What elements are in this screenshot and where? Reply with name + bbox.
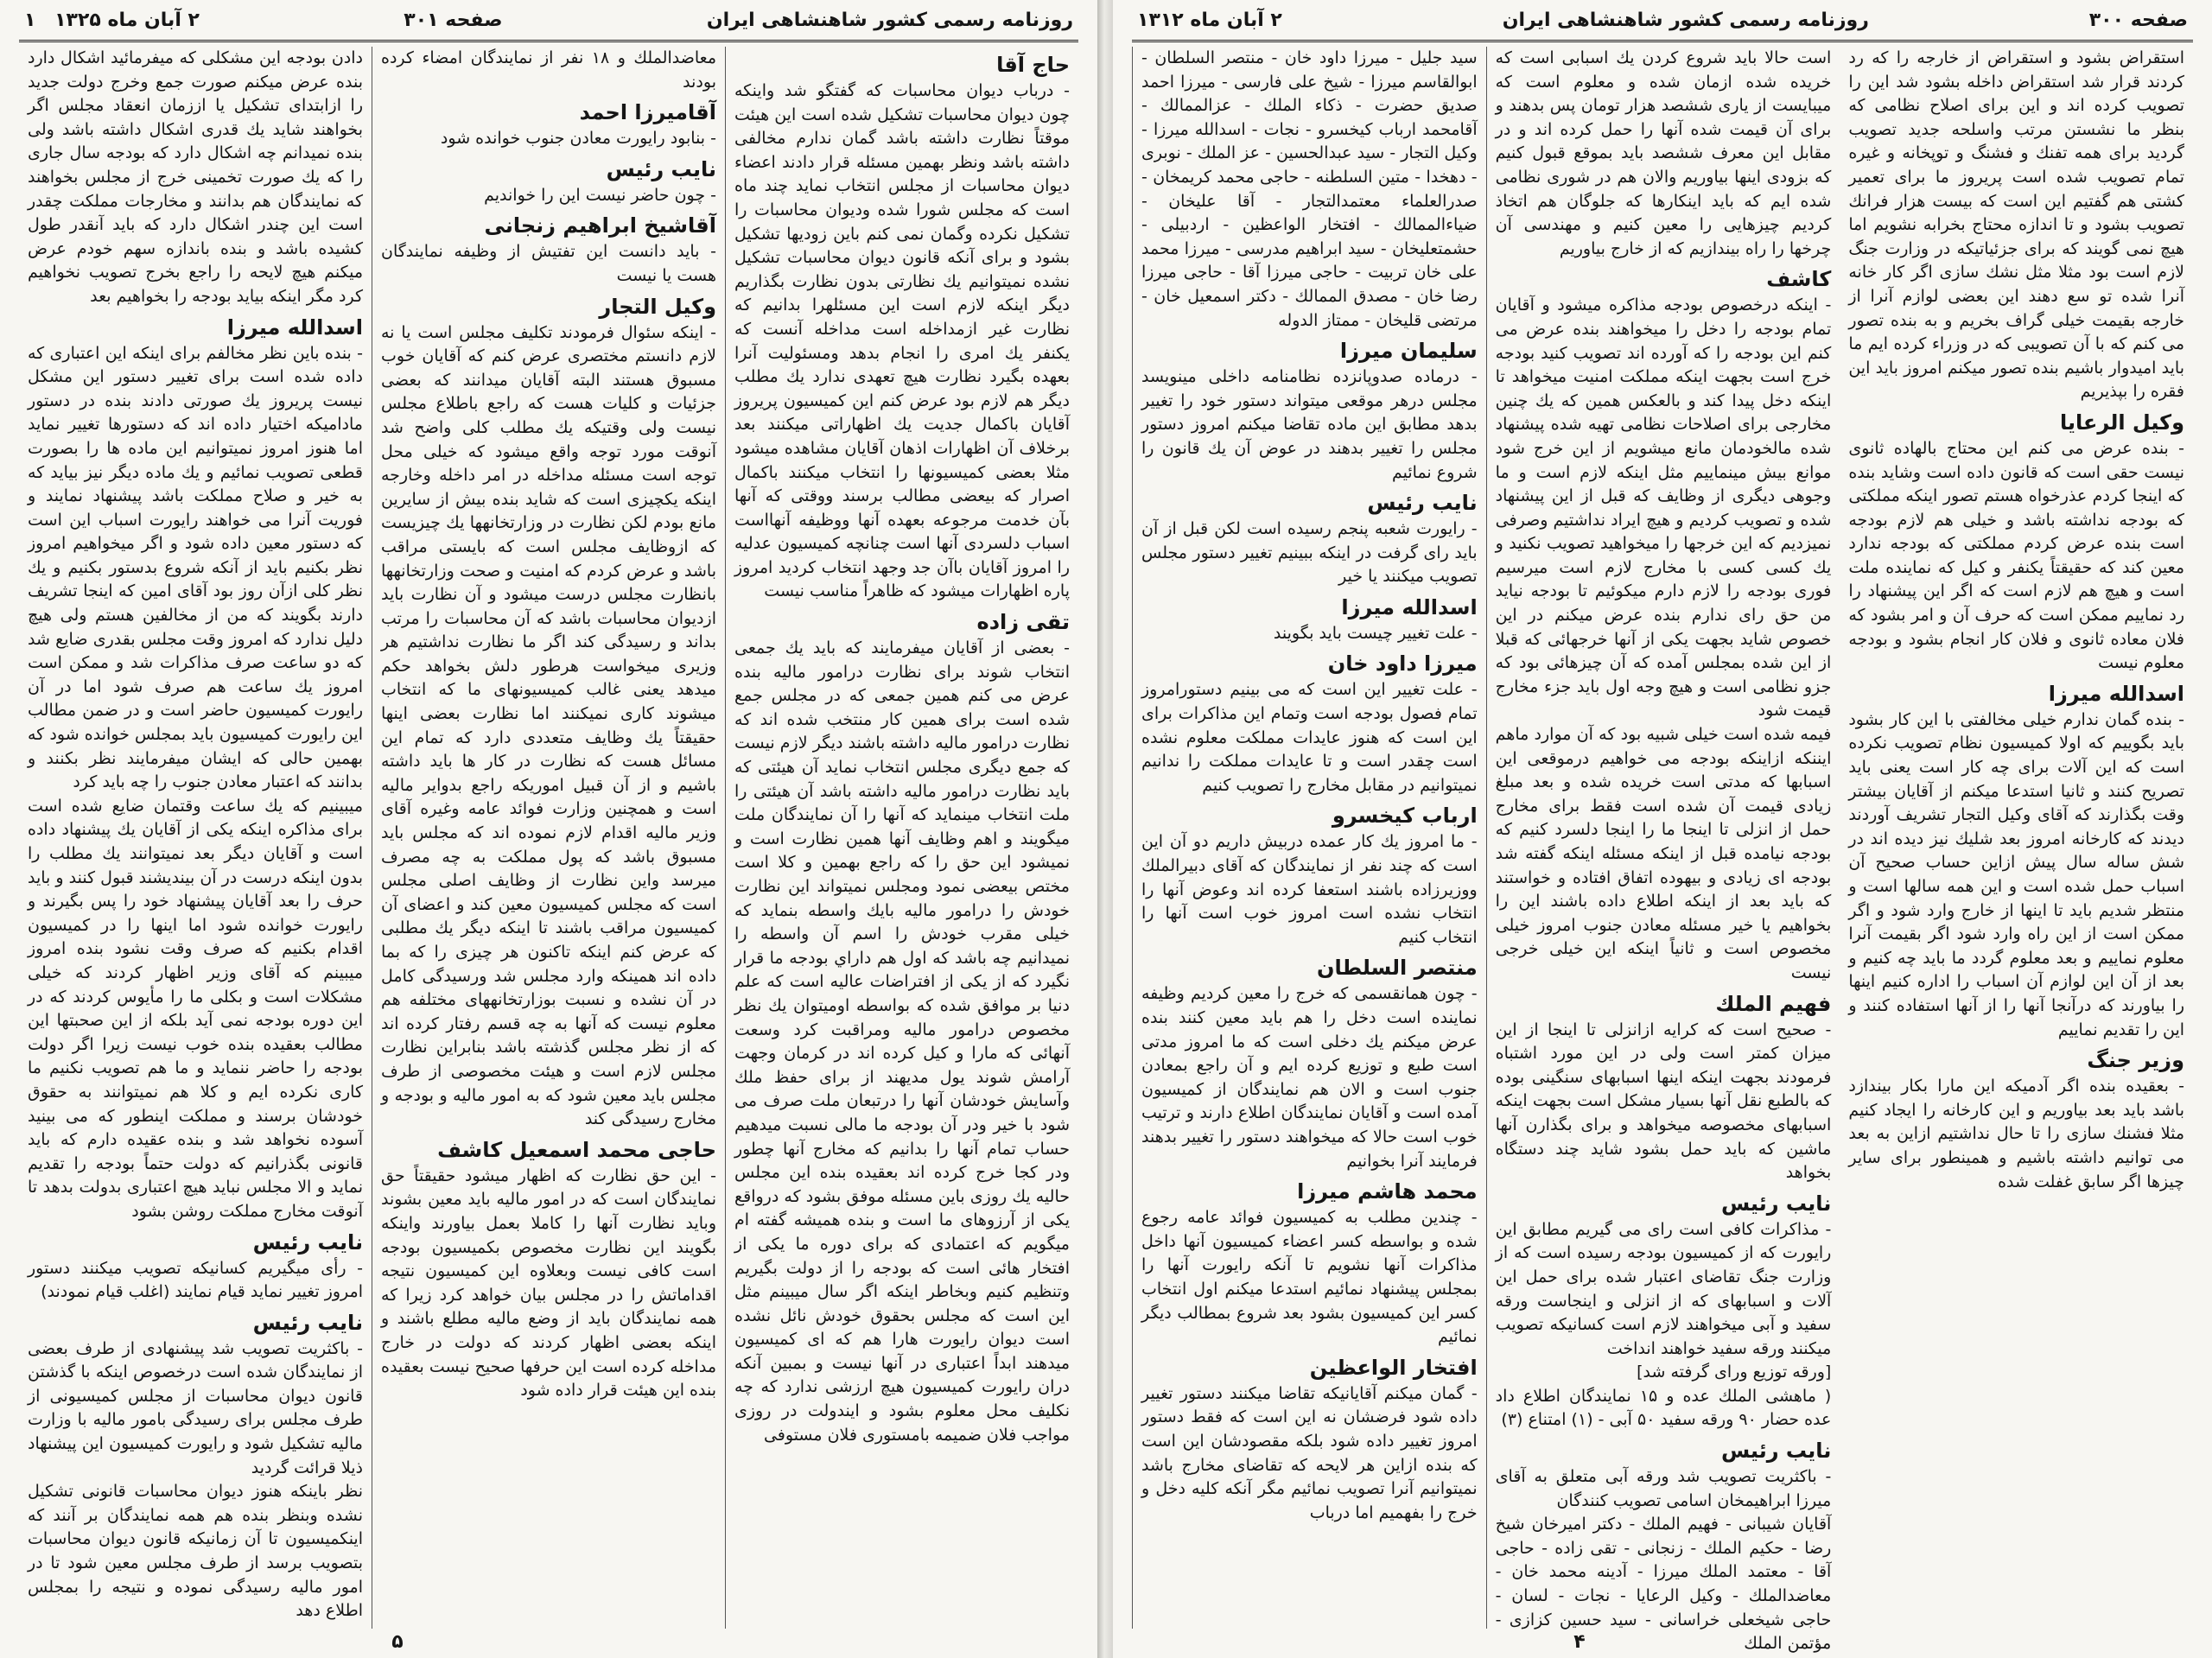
speaker-name: میرزا داود خان — [1327, 651, 1478, 677]
paragraph-text: استقراض بشود و استقراض از خارجه را که رد کردند قرار شد استقراض داخله بشود شد این را تصویب کرده اند و این برای اصلاح نظامی که بنظر ما نشستن مرتب واسلحه جدید تصویب گردید برای همه تفنك و فشنگ و توپخانه و غیره تمام تصویب شده است پریروز ما برای تعمیر کشتی هم گفتیم این است که بیست هزار فرانك تصویب بشود و تا اندازه محتاج بخرابه نشویم اما هیچ نمی گویند که برای جزئیاتیکه در وزارت جنگ لازم است بود مثلا مثل نشك سازی اگر کار خانه آنرا شده تو سع دهند این بعضی لوازم آنرا از خارجه بقیمت خیلی گراف بخریم و به بنده تصور می کنم که با آن تصویبی که در وزراء کرده ایم ما باید امیدوار باشیم بنده تصور میکنم امروز باید این فقره را بپذیریم — [1848, 48, 2185, 402]
right-page-number: ۴ — [1573, 1631, 1586, 1653]
speaker-name: اسدالله میرزا — [226, 314, 363, 340]
article-paragraph — [381, 292, 716, 1132]
paragraph-text: - اینکه درخصوص بودجه مذاکره میشود و آقایان تمام بودجه را دخل را میخواهند بنده عرض می کنم این بودجه را که آورده اند تصویب کنید بودجه خرج است بجهت اینکه مملکت امنیت میخواهد تا اینکه دخل پیدا کند و بالعکس همین که یك چنین مخارجی برای اصلاحات نظامی تهیه شده پیشنهاد شده مالخودمان مانع میشویم از این خرج شود موانع بیش مینماییم مثل اینکه لازم است و ما وجوهی دیگری از وظایف که قبل از این پیشنهاد شده و تصویب کردیم و هیچ ایراد نداشتیم وصرفی نمیزدیم که این خرجها را میخواهید تصویب نکنید و یك کسی کسی با مخارج لازم است میرسیم فوری بودجه را لازم دارم میکوئیم تا بودجه نیاید من حق رای ندارم بنده عرض میکنم در این خصوص شاید بجهت یکی از آنها خرجهائی که قبلا از این شده بمجلس آمده که آن چیزهائی بود که جزو نظامی است و هیچ وجه اول باید جزء مخارج قیمت شود — [1495, 295, 1832, 721]
paragraph-text: ( ماهشی الملك عده و ۱۵ نمایندگان اطلاع داد عده حضار ۹۰ ورقه سفید ۵۰ آبی - (۱) امتناع (۳) — [1495, 1386, 1832, 1430]
article-paragraph — [1496, 1189, 1832, 1362]
speaker-name: نایب رئیس — [606, 156, 716, 181]
article-paragraph — [734, 607, 1070, 1447]
speaker-name: آقاشیخ ابراهیم زنجانی — [484, 213, 716, 238]
paragraph-text: - صحیح است که کرایه ازانزلی تا اینجا از این میزان کمتر است ولی در این مورد اشتباه فرمودند بجهت اینکه اینها اسبابهای سنگینی بوده که بالطبع نقل آنها بسیار مشکل است بجهت اینکه اسبابهای مخصوصه میخواهد و برای بگذارن آنها ماشین که باید حمل بشود شاید چند دستگاه بخواهد — [1495, 1020, 1832, 1183]
left-header-title: روزنامه رسمی کشور شاهنشاهی ایران — [706, 9, 1073, 31]
article-paragraph — [1496, 1361, 1832, 1385]
article-paragraph — [1848, 679, 2184, 1042]
article-paragraph — [381, 211, 716, 288]
paragraph-text: - درماده صدوپانزده نظامنامه داخلی مینویسد مجلس درهر موقعی میتواند دستور خود را تغییر بدهد مطابق این ماده تقاضا میکنم امروز دستور مجلس را تغییر بدهند در عوض آن یك قانون را شروع نمائیم — [1141, 367, 1478, 482]
paragraph-text: معاضدالملك و ۱۸ نفر از نمایندگان امضاء کرده بودند — [381, 48, 716, 92]
speaker-name: نایب رئیس — [1367, 491, 1478, 516]
article-paragraph — [1496, 723, 1832, 986]
left-header-date-text: ۲ آبان ماه ۱۳۲۵ — [54, 9, 200, 31]
paragraph-text: - رأی میگیریم کسانیکه تصویب میکنند دستور امروز تغییر نماید قیام نمایند (اغلب قیام نمودند) — [28, 1258, 363, 1302]
article-paragraph — [1848, 47, 2184, 404]
speaker-name: وکیل التجار — [599, 294, 716, 319]
article-paragraph — [1848, 408, 2184, 676]
paragraph-text: - درباب دیوان محاسبات که گفتگو شد واینکه چون دیوان محاسبات تشکیل شده است این هیئت موقتاً نظارت داشته باشد گمان ندارم مخالفی داشته باشد ونظر بهمین مسئله قرار دادند اعضاء دیوان محاسبات از مجلس انتخاب نماید چند ماه است که مجلس شورا شده ودیوان محاسبات را تشکیل نکرده وگمان نمی کنم باین زودیها تشکیل بشود و برای آنکه قانون دیوان محاسبات تشکیل نشده نمیتوانیم یك نظارتی بدون نظارت بگذاریم دیگر اینکه لازم است این مسئلهرا بدانیم که نظارت غیر ازمداخله است مداخله آنست که یکنفر یك امری را انجام بدهد ومسئولیت آنرا بعهده بگیرد نظارت هیچ تعهدی ندارد یك مطلب دیگر هم لازم بود عرض کنم این کمیسیون پریروز آقایان باکمال جدیت یك اظهاراتی میکنند بعد برخلاف آن اظهارات اذهان آقایان مشاهده میشود مثلا بعضی کمیسیونها را انتخاب میکنند باکمال اصرار که بیعضی مطالب برسند ووقتی که آنها بآن خدمت مرجوعه بعهده آنها ووظیفه آنهااست اسباب دلسردی آنها است چنانچه کمیسیون عدلیه را امروز آقایان باآن جد وجهد انتخاب کردید امروز پاره اظهارات میشود که ظاهراً مناسب نیست — [734, 81, 1070, 601]
paragraph-text: سید جلیل - میرزا داود خان - منتصر السلطان - ابوالقاسم میرزا - شیخ علی فارسی - میرزا احمد صدیق حضرت - ذکاء الملك - عزالممالك - آقامحمد ارباب کیخسرو - نجات - اسدالله میرزا - وکیل التجار - سید عبدالحسین - عز الملك - نوبری - دهخدا - متین السلطنه - حاجی محمد کریمخان - صدرالعلماء معتمدالتجار - آقا علیخان - ضیاءالممالك - افتخار الواعظین - اردبیلی - حشمتعلیخان - سید ابراهیم مدرسی - میرزا محمد علی خان تربیت - حاجی میرزا آقا - حاجی میرزا رضا خان - مصدق الممالك - دکتر اسمعیل خان - مرتضی قلیخان - ممتاز الدوله — [1141, 48, 1478, 330]
article-paragraph — [1496, 989, 1832, 1185]
article-paragraph — [381, 47, 716, 94]
article-paragraph — [1141, 649, 1478, 797]
left-col-3 — [19, 47, 372, 1629]
paragraph-text: - علت تغییر این است که می بینیم دستورامروز تمام فصول بودجه است وتمام این مذاکرات برای این است که هنوز عایدات مملکت معلوم نشده است چقدر است و تا عایدات مملکت را ندانیم نمیتوانیم در مقابل مخارج را تصویب کنیم — [1141, 680, 1478, 795]
article-paragraph — [1141, 953, 1478, 1173]
speaker-name: منتصر السلطان — [1316, 956, 1478, 981]
speaker-name: محمد هاشم میرزا — [1297, 1179, 1478, 1204]
paragraph-text: - بعضی از آقایان میفرمایند که باید یك جمعی انتخاب شوند برای نظارت درامور مالیه بنده عرض می کنم همین جمعی که در مجلس جمع شده است برای همین کار منتخب شده اند که نظارت درامور مالیه داشته باشند دیگر لازم نیست که جمع دیگری مجلس انتخاب نماید آن هیئتی که باید نظارت درامور مالیه داشته باشد آن هیئتی را ملت انتخاب مینماید که آنها را آن نمایندگان ملت میگویند و اهم وظایف آنها همین نظارت است و نمیشود این حق را که راجع بهمین و کلا است مختص بیعضی نمود ومجلس نمیتواند این نظارت خودش را درامور مالیه بایك واسطه بنماید که خیلی مقرب خودش را اسم آن واسطه را نمیدانیم چه باشد که اول هم داراي بودجه ما قرار نگیرد که از یکی از افتراضات عالیه است که علم دنیا بر موافق شده که بواسطه اومیتوان یك نظر مخصوص درامور مالیه ومراقبت کرد وسعت آنهائی که مارا و کیل کرده اند در کرمان وجهت آرامش شوند یول مدیهند از برای حفظ ملك وآسایش خودشان آنها را درتبعان ملت صرف می شود با خیر ودر آن بودجه ما مالی نسبت میدهیم حساب تمام آنها را بدانیم که مخارج آنها چطور ودر کجا خرج کرده اند بعقیده بنده این مجلس حالیه یك روزی باین مسئله موفق بشود که درواقع یکی از آرزوهای ما است و بنده همیشه گفته ام میگویم که اعتمادی که برای دوره ما یکی از افتخار هائی است که بودجه را از دولت بگیریم وتنظیم کنیم وبخاطر اینکه اگر سال میبینم مثل این است که مجلس بحقوق خودش نائل نشده است دیوان رایورت هارا هم که ای کمیسیون میدهند ابداً اعتباری در آنها نیست و بمبین آنکه دران رایورت کمیسیون هیچ ارزشی ندارد که چه نکلیف محل معلوم بشود و ایندولت در روزی مواجب فلان ضمیمه بامستوری فلان مستوفی — [734, 638, 1070, 1445]
speaker-name: سلیمان میرزا — [1339, 339, 1478, 364]
left-page-number: ۵ — [391, 1631, 404, 1653]
speaker-name: آقامیرزا احمد — [579, 100, 716, 125]
speaker-name: وکیل الرعایا — [2059, 410, 2185, 435]
right-header-page-label: صفحه ۳۰۰ — [2088, 9, 2188, 31]
paragraph-text: - این حق نظارت که اظهار میشود حقیقتاً حق نمایندگان است که در امور مالیه باید معین بشوند وباید نظارت آنها را کاملا بعمل بیاورند واینکه بگویند این نظارت مخصوص بكمیسیون بودجه است کافی نیست وبعلاوه این کمیسیون نتیجه اقداماتش را در مجلس بیان خواهد کرد زیرا که همه نمایندگان باید از وضع مالیه مطلع باشند و اینکه بعضی اظهار کردند که دولت در خارج مداخله کرده است این حرفها صحیح نیست بعقیده بنده این هیئت قرار داده شود — [381, 1166, 716, 1401]
right-header-title: روزنامه رسمی کشور شاهنشاهی ایران — [1502, 9, 1869, 31]
speaker-name: افتخار الواعظین — [1309, 1355, 1478, 1380]
speaker-name: وزیر جنگ — [2087, 1048, 2185, 1073]
article-paragraph — [734, 50, 1070, 604]
right-col-right — [1840, 47, 2193, 1629]
left-col-1 — [725, 47, 1078, 1629]
article-paragraph — [1141, 336, 1478, 485]
speaker-name: حاجی محمد اسمعیل کاشف — [437, 1137, 716, 1162]
paragraph-text: - چون همانقسمی که خرج را معین کردیم وظیفه نماینده است دخل را هم باید معین کنند بنده عرض میکنم یك دخلی است که ما امروز مدتی است طبع و توزیع کرده ایم و آن راجع بمعادن جنوب است و الان هم نمایندگان از کمیسیون آمده است و آقایان نمایندگان اطلاع دارند و ترتیب خوب است حالا که میخواهند دستور را تغییر بدهند فرمایند آنرا بخوانیم — [1141, 984, 1478, 1171]
article-paragraph — [28, 1308, 363, 1481]
right-header-date: ۲ آبان ماه ۱۳۱۲ — [1137, 9, 1282, 31]
paragraph-text: - بنده عرض می کنم این محتاج بالهاده ثانوی نیست حقی است که قانون داده است وشاید بنده که اینجا کردم عذرخواه هستم تصور اینکه مملکتی که بودجه نداشته باشد و خیلی هم لازم بودجه است بنده عرض کردم مملکتی که بودجه ندارد معین کند که حقیقتاً یکنفر و کیل که نماینده ملت است و هیچ هم لازم است که اگر این پیشنهاد را رد نماییم ممکن است که حرف آن و امر بشود که فلان معاده ثانوی و فلان کار انجام بشود و بودجه معلوم نیست — [1848, 438, 2185, 673]
right-col-left — [1132, 47, 1486, 1629]
speaker-name: حاج آقا — [996, 53, 1070, 77]
article-paragraph — [381, 155, 716, 208]
right-page-header — [1132, 3, 2193, 36]
paragraph-text: - اینکه سئوال فرمودند تکلیف مجلس است یا نه لازم دانستم مختصری عرض کنم که آقایان خوب مسبوق هستند البته آقایان میدانند که بعضی جزئیات و کلیات هست که راجع باطلاع مجلس نیست ولی وقتیکه یك مطلب کلی واضح شد آنوقت مورد توجه واقع میشود که خیلی محل توجه است مسئله مداخله در امر داخله وخارجه اینکه یکچیزی است که شاید بنده بیش از سایرین مانع بودم لکن نظارت در وزارتخانهها یك چیزیست که ازوظایف مجلس است که بایستی مراقب باشد و عرض کردم که امنیت و صحت وزارتخانهها بانظارت مجلس درست میشود و آن نظارت باید ازدیوان محاسبات باشد که آن محاسبات را مرتب بداند و رسیدگی کند اگر ما نظارت نداشتیم هر وزیری میخواست هرطور دلش بخواهد حکم میدهد یعنی غالب کمیسیونهای ما که انتخاب میشوند کاری نمیکنند اما نظارت بعضی اینها حقیقتاً یك وظایف متعددی دارد که تمام این مسائل هست که نظارت در کار ها باید داشته باشیم و از آن قبیل اموریکه راجع بدوایر مالیه است و همچنین وزارت فوائد عامه وغیره آقای وزیر مالیه اقدام لازم نموده اند که مجلس باید مسبوق باشد که پول مملکت به چه مصرف میرسد واین نظارت از وظایف اصلی مجلس است که مجلس کمیسیون معین کند و اعضای آن کمیسیون مراقب باشند تا اینکه دیگر یك مطلبی که عرض کنم اینکه تاکنون هر چیزی را که بما داده اند همینکه وارد مجلس شد ورسیدگی کامل در آن نشده و نسبت بوزارتخانههای مختلفه هم معلوم نیست که آنها به چه قسم رفتار کرده اند که از نظر مجلس گذشته باشد بنابراین نظارت مجلس لازم است و هیئت مخصوصی از طرف مجلس باید معین شود که به امور مالیه و بودجه و مخارج رسیدگی کند — [381, 322, 716, 1129]
article-paragraph — [28, 795, 363, 1224]
article-paragraph — [1496, 47, 1832, 261]
paragraph-text: - بنده باین نظر مخالفم برای اینکه این اعتباری که داده شده است برای تغییر دستور این مشکل نیست پریروز یك صورتی دادند بنده در دستور ماداميكه اختیار داده اند که دستورها تغییر نماید اما هنوز امروز نمیتوانیم این ماده ها را بصورت قطعی تصویب نمائیم و یك ماده دیگر نیز بیاید که به خیر و صلاح مملکت باشد پیشنهاد نمایند و فوریت آنرا می خواهند رایورت اسباب این است که دستور معین داده شود و اگر میخواهیم امروز نظر بکنیم باید از آنکه شروع بدستور بکنیم و یك نظر کلی ازآن روز بود آقای امین که اینجا تشریف دارند بگویند که من از مخالفین هستم ولی هیچ دلیل ندارد که امروز وقت مجلس بقدری ضایع شد که دو ساعت صرف مذاکرات شد و ممکن است امروز یك ساعت هم صرف شود اما در آن رایورت کمیسیون حاضر است و در ضمن مطالب این رایورت کمیسیون باید بمجلس خوانده شود که بهمین حالی که ایشان میفرمایند نظر بکنند و بدانند که اعتبار معادن جنوب را چه باید کرد — [28, 343, 363, 792]
article-paragraph — [1496, 1436, 1832, 1513]
paragraph-text: - چون حاضر نیست این را خواندیم — [484, 185, 716, 205]
speaker-name: نایب رئیس — [252, 1310, 363, 1335]
right-columns — [1132, 47, 2193, 1654]
paragraph-text: فیمه شده است خیلی شبیه بود که آن موارد ماهم ایننکه ازاینکه بودجه می خواهیم درموقعی این اسبابها که مدتی است خریده شده و بعد مبلغ زیادی قیمت آن شده است فقط برای مخارج حمل از انزلی تا اینجا ما را اینجا دلسرد کنیم که بودجه نیامده قبل از اینکه مسئله اینکه گفته شد بودجه ای زیادی و بیهوده اتفاق افتاده و خواستند که باید بعد از اینکه اطلاع داده باشند این را بخواهیم یا خیر مسئله معادن جنوب امروز خیلی مخصوص است و ثانیاً اینکه این خیلی خرجی نیست — [1495, 725, 1832, 982]
paragraph-text: - باکثریت تصویب شد ورقه آبی متعلق به آقای میرزا ابراهیمخان اسامی تصویب کنندگان — [1495, 1467, 1832, 1510]
paragraph-text: - بنابود رایورت معادن جنوب خوانده شود — [440, 129, 716, 149]
paragraph-text: میبینیم که یك ساعت وقتمان ضایع شده است برای مذاکره اینکه یکی از آقایان یك پیشنهاد داده است و آقایان دیگر بعد نمیتوانند یك مطلب را بدون اینکه درست در آن بیندیشند قبول کنند و باید حرف را بعد آقایان پیشنهاد خود را پس بگیرند و رایورت خوانده شود اما اینها را در کمیسیون اقدام بکنیم که صرف وقت نشود بنده امروز میبینم که آقای وزیر اظهار کردند که خیلی مشکلات است و بکلی ما را مأیوس کردند که در این دوره بودجه نمی آید بلکه از این صحبتها این مطالب بعقیده بنده خوب نیست زیرا اگر دولت بودجه را حاضر ننماید و ما هم تصویب نکنیم ما کاری نکرده ایم و کلا هم نمیتوانند به حقوق خودشان برسند و مملکت اینطور که می بینید آسوده نخواهد شد و بنده عقیده دارم که باید قانونی بگذرانیم که دولت حتماً بودجه را تقدیم نماید و الا مجلس نباید هیچ اعتباری بدولت بدهد تا آنوقت مخارج مملکت روشن بشود — [28, 796, 363, 1221]
article-paragraph — [28, 1228, 363, 1305]
left-header-date — [24, 10, 200, 31]
article-paragraph — [1496, 264, 1832, 723]
article-paragraph — [381, 1135, 716, 1403]
paragraph-text: است حالا باید شروع کردن یك اسبابی است که خریده شده ازمان شده و معلوم است که میبایست از یاری ششصد هزار تومان پس بدهند و برای آن قیمت شده آنها را حمل کرده اند و در مقابل این معرف ششصد باید بموقع قبول کنیم که بزودی اینها بیاوریم والان هم در شوری نظامی شده ایم که باید اینکارها که جلوگان هم اتخاذ کردیم چیزهایی را معین کنیم و مهندسی آن چرخها را راه بیندازیم که از خارج بیاوریم — [1495, 48, 1832, 258]
left-page-header — [19, 3, 1078, 36]
right-page — [1113, 0, 2212, 1658]
article-paragraph — [1141, 801, 1478, 950]
left-header-mark: ۱ — [24, 9, 36, 31]
paragraph-text: - چندین مطلب به کمیسیون فوائد عامه رجوع شده و بواسطه کسر اعضاء کمیسیون آنها داخل مذاکرات آنها نشویم تا آنکه رایورت آنها را بمجلس پیشنهاد نمائیم استدعا میکنم اول انتخاب کسر این کمیسیون بشود بعد شروع بمطالب دیگر نمائیم — [1141, 1208, 1478, 1347]
left-header-page-label: صفحه ۳۰۱ — [404, 9, 503, 31]
speaker-name: اسدالله میرزا — [1341, 594, 1478, 619]
article-paragraph — [1141, 1353, 1478, 1526]
paragraph-text: - ما امروز یك کار عمده دربیش داریم دو آن این است که چند نفر از نمایندگان که آقای دبیرالملك ووزیرزاده باشند استعفا کرده اند وعوض آنها را انتخاب نشده است امروز خوب است آنها را انتخاب کنیم — [1141, 832, 1478, 947]
article-paragraph — [1141, 593, 1478, 646]
speaker-name: تقی زاده — [976, 610, 1070, 635]
article-paragraph — [28, 47, 363, 309]
left-col-2 — [372, 47, 725, 1629]
left-columns — [19, 47, 1078, 1629]
speaker-name: کاشف — [1766, 267, 1832, 292]
left-page — [0, 0, 1097, 1658]
paragraph-text: - باکثریت تصویب شد پیشنهادی از طرف بعضی از نمایندگان شده است درخصوص اینکه با گذشتن قانون دیوان محاسبات از مجلس کمیسیونی از طرف مجلس برای رسیدگی بامور مالیه با وزارت مالیه تشکیل شود و رایورت کمیسیون این پیشنهاد ذیلا قرائت گردید — [28, 1338, 363, 1477]
paragraph-text: نظر باینکه هنوز دیوان محاسبات قانونی تشکیل نشده وبنظر بنده هم همه نمایندگان بر آنند که اینکمیسیون تا آن زمانیکه قانون دیوان محاسبات بتصویب برسد از طرف مجلس معین شود تا در امور مالیه رسیدگی نموده و نتیجه را بمجلس اطلاع دهد — [28, 1482, 363, 1621]
paragraph-text: دادن بودجه این مشکلی که میفرمائید اشکال دارد بنده عرض میکنم صورت جمع وخرج دولت جدید را ازابتدای تشکیل یا اززمان انعقاد مجلس اگر بخواهند شاید یك قدری اشکال داشته باشد ولی بنده نمیدانم چه اشکال دارد که بودجه سال جاری را که یك صورت تخمینی خرج از مجلس بخواهند که نمایندگان هم بدانند و مخارجات مملکت چقدر است این چندر اشکال دارد که باید آنقدر طول کشیده باشد و بنده باندازه سهم خودم عرض میکنم هیچ لایحه را راجع بخرج تصویب نخواهیم کرد مگر اینکه بیاید بودجه را بخواهیم بعد — [28, 48, 363, 306]
article-paragraph — [381, 98, 716, 151]
paragraph-text: [ورقه توزیع ورای گرفته شد] — [1637, 1363, 1832, 1382]
left-header-rule — [19, 40, 1078, 42]
article-paragraph — [1496, 1385, 1832, 1432]
book-gutter — [1097, 0, 1113, 1658]
speaker-name: فهیم الملك — [1715, 991, 1832, 1016]
speaker-name: نایب رئیس — [1720, 1439, 1832, 1464]
paragraph-text: - رایورت شعبه پنجم رسیده است لکن قبل از آن باید رای گرفت در اینکه ببینیم تغییر دستور مجلس تصویب میکنند یا خیر — [1141, 519, 1478, 587]
paragraph-text: - بنده گمان ندارم خیلی مخالفتی با این کار بشود باید بگوییم که اولا کمیسیون نظام تصویب نکرده است که این آلات برای چه کار است یعنی باید تصریح کنند و ثانیا استدعا میکنم از آقایان بیشتر وقت بگذارند که آقای وکیل التجار تشریف آوردند دیدند که کارخانه امروز بعد شلیك نیز دیده اند در شش ساله سال پیش ازاین حساب صحیح آن اسباب حمل شده است و این همه سالها است و منتظر شدیم باید تا اینها از خارج وارد شود و اگر ممکن است از این راه وارد شود اگر بقیمت آنرا معلوم نماییم و بعد معلوم گردد ما باید چه کنیم و بعد از آن این لوازم آن اسباب را اداره کنیم اینها را بیاورند که درآنجا آنها را از آنها استفاده کنند و این را تقدیم نماییم — [1848, 709, 2185, 1039]
paragraph-text: - باید دانست این تفتیش از وظیفه نمایندگان هست یا نیست — [381, 242, 716, 285]
article-paragraph — [1141, 488, 1478, 589]
article-paragraph — [28, 313, 363, 795]
paragraph-text: - مذاکرات کافی است رای می گیریم مطابق این رایورت که از کمیسیون بودجه رسیده است که از وزارت جنگ تقاضای اعتبار شده برای حمل این آلات و اسبابهای که از انزلی و اینجاست ورقه سفید و آبی میخواهند لازم است کسانیکه تصویب میکنند ورقه سفید خواهند انداخت — [1495, 1219, 1832, 1358]
speaker-name: اسدالله میرزا — [2048, 681, 2185, 706]
paragraph-text: - گمان میکنم آقایانیکه تقاضا میکنند دستور تغییر داده شود فرضشان نه این است که فقط دستور امروز تغییر داده شود بلکه مقصودشان این است که بنده ازاین هر لایحه که تقاضای مخارج باشد نمیتوانیم آنرا تصویب نمائیم مگر آنکه کلیه دخل و خرج را بفهمیم اما درباب — [1141, 1383, 1478, 1522]
paragraph-text: آقایان شیبانی - فهیم الملك - دکتر امیرخان شیخ رضا - حکیم الملك - زنجانی - تقی زاده - حاجی آقا - معتمد الملك میرزا - آدینه محمد خان - معاضدالملك - وکیل الرعایا - نجات - لسان - حاجی شیخعلی خراسانی - سید حسین کزازی - مؤتمن الملك — [1495, 1515, 1832, 1654]
speaker-name: نایب رئیس — [252, 1229, 363, 1255]
article-paragraph — [1141, 1177, 1478, 1350]
article-paragraph — [28, 1480, 363, 1623]
paragraph-text: - بعقیده بنده اگر آدمیکه این مارا بکار بیندازد باشد باید بعد بیاوریم و این کارخانه را ایجاد کنیم مثلا فشنك سازی را تا حال نداشتیم ازاین به بعد می توانیم داشته باشیم و همینطور برای سایر چیزها اگر سابق غفلت شده — [1848, 1077, 2185, 1191]
article-paragraph — [1848, 1045, 2184, 1194]
right-col-middle — [1486, 47, 1840, 1654]
paragraph-text: - علت تغییر چیست باید بگویند — [1273, 623, 1478, 643]
speaker-name: نایب رئیس — [1720, 1191, 1832, 1216]
article-paragraph — [1496, 1513, 1832, 1656]
speaker-name: ارباب کیخسرو — [1332, 804, 1478, 829]
right-header-rule — [1132, 40, 2193, 42]
article-paragraph — [1141, 47, 1478, 333]
